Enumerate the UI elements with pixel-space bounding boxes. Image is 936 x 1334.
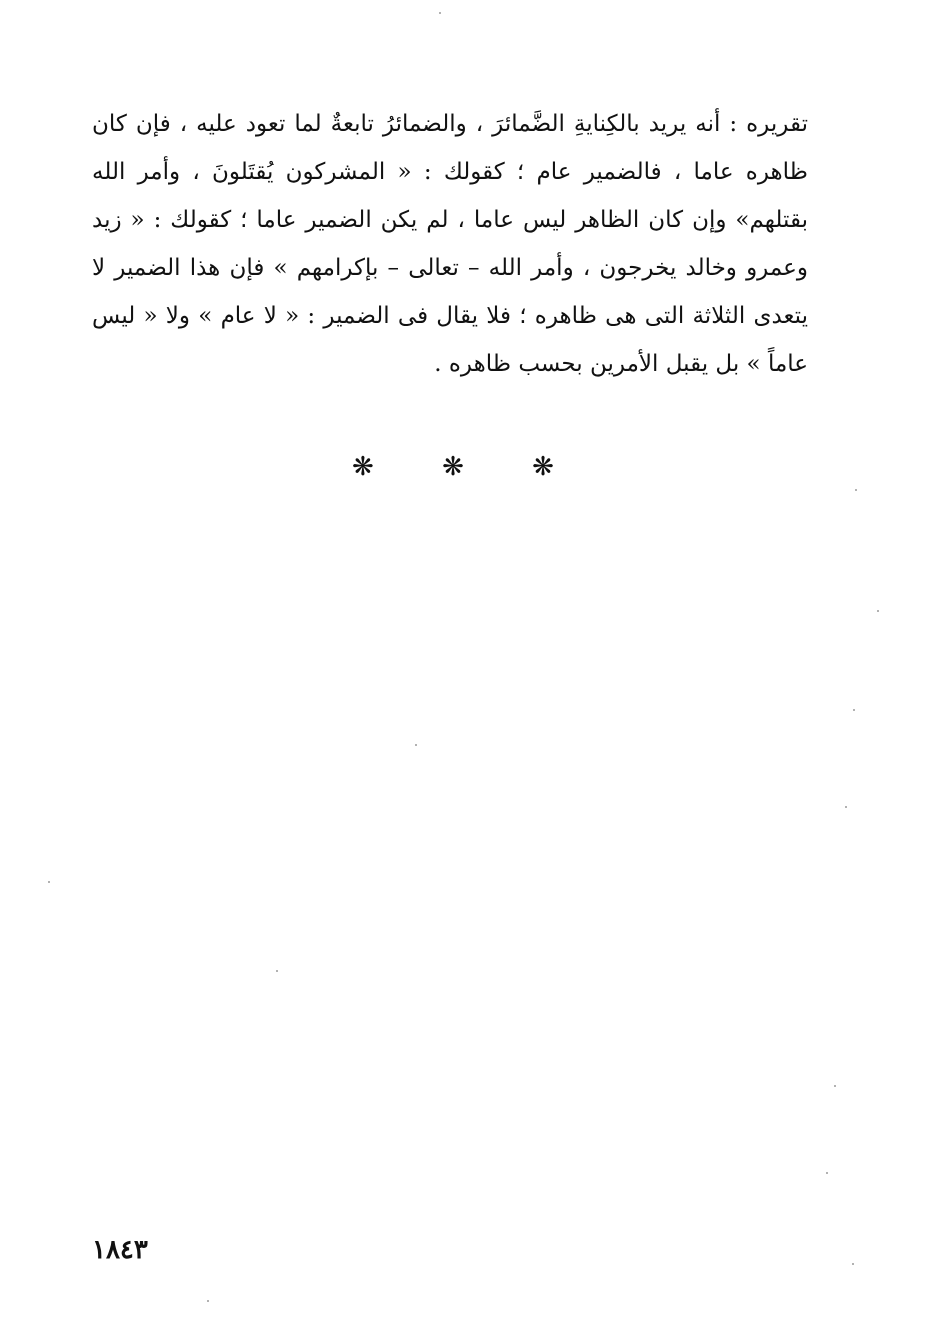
scan-speck — [845, 806, 847, 808]
text-line-6: عاماً » بل يقبل الأمرين بحسب ظاهره . — [434, 351, 808, 377]
scan-speck — [48, 881, 50, 883]
scan-speck — [834, 1085, 836, 1087]
scan-speck — [439, 12, 441, 14]
scan-speck — [207, 1300, 209, 1302]
body-paragraph — [92, 100, 808, 388]
scan-speck — [855, 489, 857, 491]
scan-speck — [853, 709, 855, 711]
text-line-2: ظاهره عاما ، فالضمير عام ؛ كقولك : « المشركون يُقتَلونَ ، وأمر الله — [92, 159, 808, 185]
section-separator: ❋ ❋ ❋ — [352, 452, 584, 482]
scan-speck — [276, 970, 278, 972]
text-line-1: تقريره : أنه يريد بالكِنايةِ الضَّمائرَ ، والضمائرُ تابعةٌ لما تعود عليه ، فإن كان — [92, 111, 808, 137]
text-line-5: يتعدى الثلاثة التى هى ظاهره ؛ فلا يقال فى الضمير : « لا عام » ولا « ليس — [92, 303, 808, 329]
scan-speck — [852, 1263, 854, 1265]
page-number: ١٨٤٣ — [92, 1235, 148, 1265]
scan-speck — [415, 744, 417, 746]
scan-speck — [826, 1172, 828, 1174]
text-line-3: بقتلهم» وإن كان الظاهر ليس عاما ، لم يكن الضمير عاما ؛ كقولك : « زيد — [92, 207, 808, 233]
text-line-4: وعمرو وخالد يخرجون ، وأمر الله – تعالى – بإكرامهم » فإن هذا الضمير لا — [92, 255, 808, 281]
scan-speck — [877, 610, 879, 612]
